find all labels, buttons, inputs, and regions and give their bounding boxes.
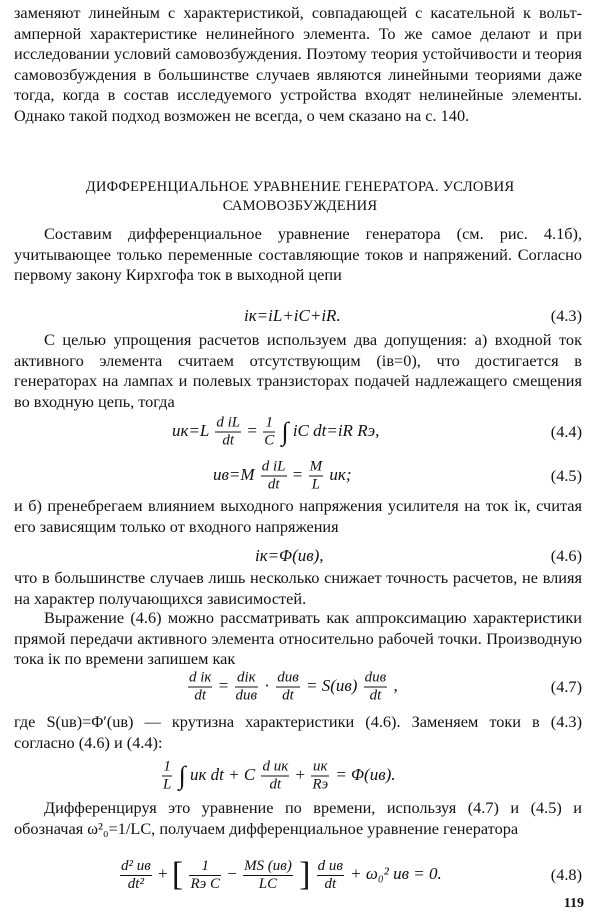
paragraph-accuracy: что в большинстве случаев лишь несколько снижает точность расчетов, не влияя на характер получающихся зависимостей. [14, 568, 582, 608]
paragraph-transconductance: где S(uв)=Φ′(uв) — крутизна характеристики (4.6). Заменяем токи в (4.3) согласно (4.6) и (4.4): [14, 712, 582, 752]
paragraph-assumptions: С целью упрощения расчетов используем два допущения: а) входной ток активного элемента считаем отсутствующим (iв=0), что достигается в генераторах на лампах и полевых транзисторах подачей надлежащего смещения во входную цепь, тогда [14, 330, 582, 411]
paragraph-differentiating: Дифференцируя это уравнение по времени, используя (4.7) и (4.5) и обозначая ω²₀=1/LC, получаем дифференциальное уравнение генератора [14, 798, 582, 838]
page-number: 119 [563, 896, 584, 911]
section-heading: ДИФФЕРЕНЦИАЛЬНОЕ УРАВНЕНИЕ ГЕНЕРАТОРА. УСЛОВИЯ САМОВОЗБУЖДЕНИЯ [85, 179, 515, 214]
equation-4-4-fraction-c: $\frac{1}{C}$ [264, 414, 275, 449]
equation-4-8-number: (4.8) [550, 865, 582, 884]
equation-4-4-lhs: uк=L [172, 420, 210, 440]
equation-unnumbered: $\frac{1}{L}$ ∫ uк dt + C $\frac{\text{d uк}}{dt}$ + $\frac{uк}{Rэ}$ = Φ(uв). [163, 758, 396, 793]
equation-4-4-fraction: $\frac{\text{d iL}}{dt}$ [216, 414, 241, 449]
paragraph-intro: заменяют линейным с характеристикой, совпадающей с касательной к вольт-амперной характеристике нелинейного элемента. То же самое делают и при исследовании условий самовозбуждения. Поэтому теория устойчивости и теория самовозбуждения в большинстве случаев являются линейными теориями даже тогда, когда в состав исследуемого устройства входят нелинейные элементы. Однако такой подход возможен не всегда, о чем сказано на с. 140. [14, 3, 582, 125]
equation-4-6-number: (4.6) [550, 546, 582, 565]
equation-4-5: uв=M $\frac{\text{d iL}}{dt}$ = $\frac{M}{L}$ uк; (4.5) [213, 458, 582, 493]
equation-4-5-number: (4.5) [550, 466, 582, 485]
paragraph-compose-equation: Составим дифференциальное уравнение генератора (см. рис. 4.1б), учитывающее только переменные составляющие токов и напряжений. Согласно первому закону Кирхгофа ток в выходной цепи [14, 224, 582, 285]
equation-4-5-lhs: uв=M [213, 464, 255, 484]
equation-4-3-body: iк=iL+iC+iR. [244, 306, 341, 325]
equation-4-8: $\frac{\text{d² uв}}{\text{dt²}}$ + [ $\frac{1}{\text{Rэ C}}$ − $\frac{MS (uв)}{LC}$ ] $\frac{\text{d uв}}{dt}$ + ω₀² uв = 0. (4.8) [121, 856, 582, 893]
equation-4-3-number: (4.3) [550, 306, 582, 325]
equation-4-4-number: (4.4) [550, 422, 582, 441]
equation-4-7: $\frac{\text{d iк}}{dt}$ = $\frac{\text{diк}}{\text{duв}}$ · $\frac{\text{duв}}{dt}$ = S(uв) $\frac{\text{duв}}{dt}$ , (4.7) [189, 669, 582, 704]
equation-4-4-rhs: iC dt=iR Rэ, [292, 420, 380, 440]
equation-4-7-number: (4.7) [550, 677, 582, 696]
paragraph-assumption-b: и б) пренебрегаем влиянием выходного напряжения усилителя на ток iк, считая его зависящим только от входного напряжения [14, 496, 582, 536]
paragraph-approximation: Выражение (4.6) можно рассматривать как аппроксимацию характеристики прямой передачи активного элемента относительно рабочей точки. Производную тока iк по времени запишем как [14, 608, 582, 669]
integral-sign-icon: ∫ [281, 417, 289, 446]
equation-4-4: uк=L $\frac{\text{d iL}}{dt}$ = $\frac{1}{C}$ ∫ iC dt=iR Rэ, (4.4) [172, 414, 582, 449]
integral-sign-icon: ∫ [178, 761, 186, 790]
equation-4-6-body: iк=Φ(uв), [255, 546, 324, 565]
equation-4-5-rhs: uк; [329, 464, 352, 484]
